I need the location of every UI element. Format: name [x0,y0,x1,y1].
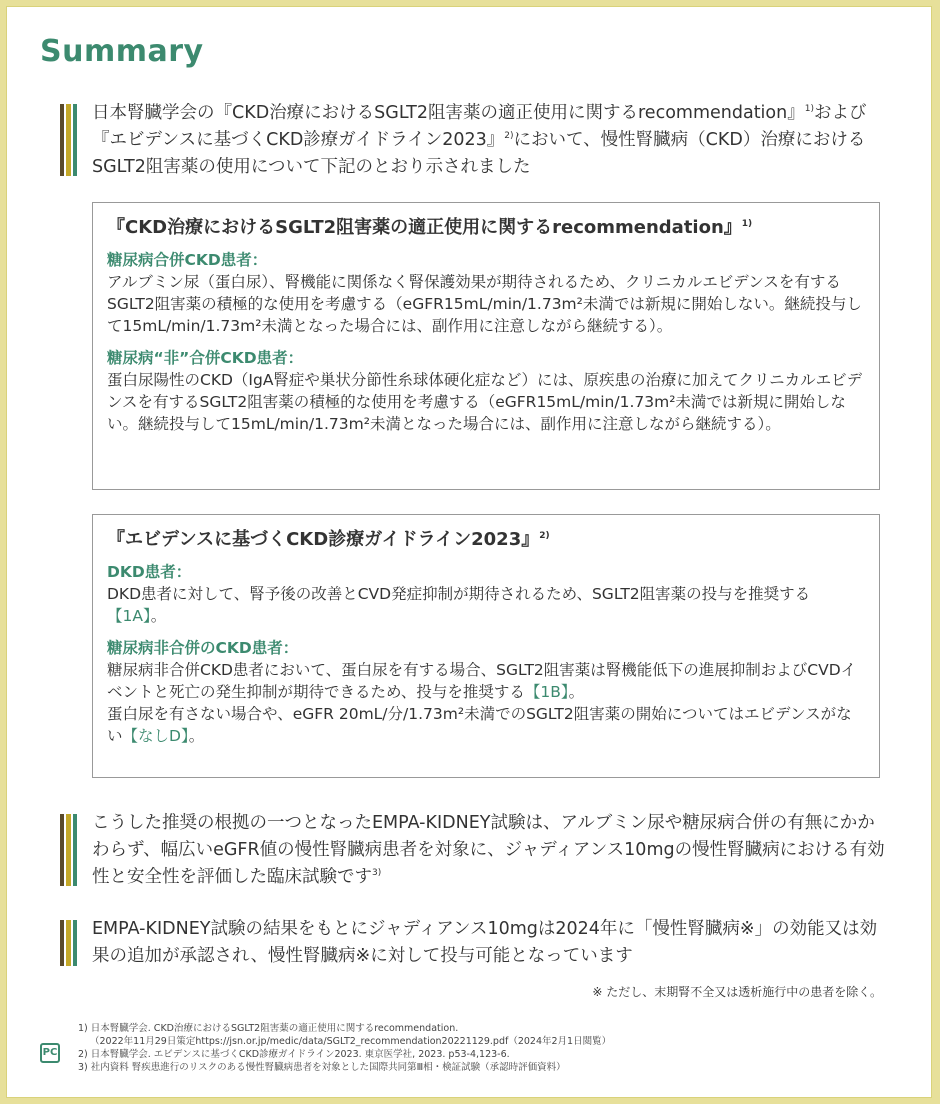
evidence-grade: 【1B】 [524,683,569,701]
evidence-grade: 【1A】 [107,607,151,625]
footnote-note: ※ ただし、末期腎不全又は透析施行中の患者を除く。 [592,985,882,999]
references [78,1022,878,1074]
box-heading: 『CKD治療におけるSGLT2阻害薬の適正使用に関するrecommendation』$^{1)}$ [107,217,753,238]
intro-block [60,100,886,180]
section-label: 糖尿病合併CKD患者： [107,251,268,269]
section-label: DKD患者： [107,563,192,581]
reference-item: （2022年11月29日策定https://jsn.or.jp/medic/data/SGLT2_recommendation20221129.pdf（2024年2月1日閲覧） [90,1036,612,1047]
approval-text: EMPA-KIDNEY試験の結果をもとにジャディアンス10mgは2024年に「慢性腎臓病※」の効能又は効果の追加が承認され、慢性腎臓病※に対して投与可能となっています [92,919,878,966]
empa-kidney-text: こうした推奨の根拠の一つとなったEMPA-KIDNEY試験は、アルブミン尿や糖尿病合併の有無にかかわらず、幅広いeGFR値の慢性腎臓病患者を対象に、ジャディアンス10mgの慢性腎臓病における有効性と安全性を評価した臨床試験です$^{3)}$ [92,813,885,887]
accent-bars [60,104,77,176]
section-body: アルブミン尿（蛋白尿）、腎機能に関係なく腎保護効果が期待されるため、クリニカルエビデンスを有するSGLT2阻害薬の積極的な使用を考慮する（eGFR15mL/min/1.73m²未満では新規に開始しない。継続投与して15mL/min/1.73m²未満となった場合には、副作用に注意しながら継続する）。 [107,273,862,335]
section-body: DKD患者に対して、腎予後の改善とCVD発症抑制が期待されるため、SGLT2阻害薬の投与を推奨する【1A】。 [107,585,811,625]
reference-item: 2) 日本腎臓学会. エビデンスに基づくCKD診療ガイドライン2023. 東京医学社, 2023. p53-4,123-6. [78,1049,510,1060]
section-body: 糖尿病非合併CKD患者において、蛋白尿を有する場合、SGLT2阻害薬は腎機能低下の進展抑制およびCVDイベントと死亡の発生抑制が期待できるため、投与を推奨する【1B】。 蛋白尿を有さない場合や、eGFR 20mL/分/1.73m²未満でのSGLT2阻害薬の開始についてはエビデンスがない【なしD】。 [107,661,857,745]
recommendation-box [92,202,880,490]
empa-kidney-block [60,810,886,890]
section-label: 糖尿病非合併のCKD患者： [107,639,299,657]
accent-bars [60,814,77,886]
approval-block [60,916,886,970]
pc-logo-icon: PC [40,1043,60,1063]
intro-text: 日本腎臓学会の『CKD治療におけるSGLT2阻害薬の適正使用に関するrecommendation』$^{1)}$および『エビデンスに基づくCKD診療ガイドライン2023』$^{2)}$において、慢性腎臓病（CKD）治療におけるSGLT2阻害薬の使用について下記のとおり示されました [92,103,867,177]
evidence-grade: 【なしD】 [122,727,189,745]
section-label: 糖尿病“非”合併CKD患者： [107,349,304,367]
section-body: 蛋白尿陽性のCKD（IgA腎症や巣状分節性糸球体硬化症など）には、原疾患の治療に加えてクリニカルエビデンスを有するSGLT2阻害薬の積極的な使用を考慮する（eGFR15mL/min/1.73m²未満では新規に開始しない。継続投与して15mL/min/1.73m²未満となった場合には、副作用に注意しながら継続する）。 [107,371,863,433]
page-title: Summary [40,34,204,69]
box-heading: 『エビデンスに基づくCKD診療ガイドライン2023』$^{2)}$ [107,529,550,550]
guideline-box [92,514,880,778]
reference-item: 3) 社内資料 腎疾患進行のリスクのある慢性腎臓病患者を対象とした国際共同第Ⅲ相・検証試験（承認時評価資料） [78,1062,566,1073]
accent-bars [60,920,77,966]
reference-item: 1) 日本腎臓学会. CKD治療におけるSGLT2阻害薬の適正使用に関するrecommendation. [78,1023,459,1034]
